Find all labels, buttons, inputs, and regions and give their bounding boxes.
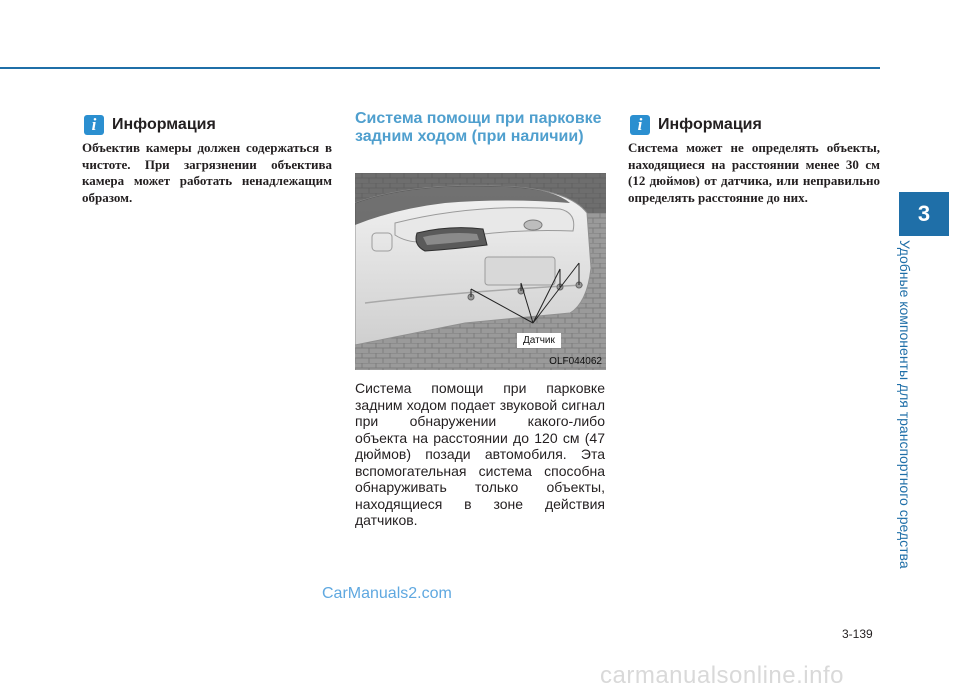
info-icon: i (630, 115, 650, 135)
car-rear-illustration (355, 173, 606, 370)
section-title: Система помощи при парковке задним ходом (при наличии) (355, 110, 602, 145)
info-text-left: Объектив камеры должен содержаться в чистоте. При загрязнении объектива камера может работать ненадлежащим образом. (82, 140, 332, 205)
header-rule (0, 67, 880, 69)
footer-watermark: carmanualsonline.info (600, 662, 844, 689)
info-heading-right (630, 115, 762, 135)
parking-sensor-figure (355, 173, 606, 370)
sensor-label: Датчик (517, 333, 561, 348)
section-text: Система помощи при парковке задним ходом подает звуковой сигнал при обнаружении какого-либо объекта на расстоянии до 120 см (47 дюймов) позади автомобиля. Эта вспомогательная система способна обнаруживать только объекты, находящиеся в зоне действия датчиков. (355, 380, 605, 528)
info-text-right: Система может не определять объекты, находящиеся на расстоянии менее 30 см (12 дюймов) от датчика, или неправильно определять расстояние до них. (628, 140, 880, 205)
info-icon: i (84, 115, 104, 135)
watermark-link[interactable]: CarManuals2.com (322, 585, 452, 602)
chapter-title-vertical (893, 240, 933, 570)
chapter-number-tab: 3 (899, 192, 949, 236)
info-title: Информация (658, 116, 762, 133)
page-number: 3-139 (842, 627, 873, 641)
figure-code: OLF044062 (549, 356, 602, 367)
chapter-title: Удобные компоненты для транспортного средства (897, 240, 913, 569)
info-heading-left (84, 115, 216, 135)
info-title: Информация (112, 116, 216, 133)
